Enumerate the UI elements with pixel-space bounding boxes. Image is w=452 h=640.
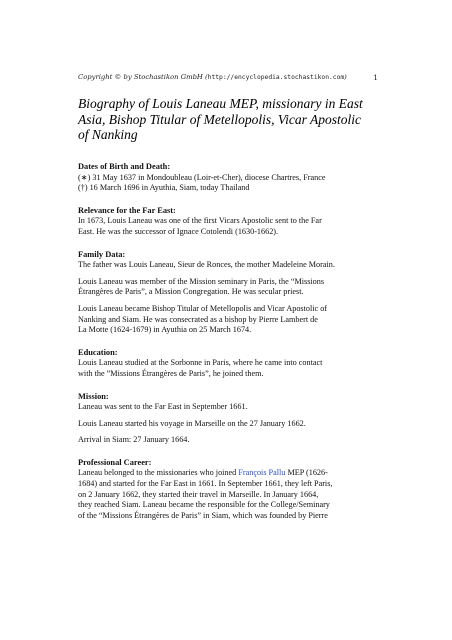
title-line: Asia, Bishop Titular of Metellopolis, Vicar Apostolic (78, 111, 361, 127)
text-line: Laneau was sent to the Far East in September 1661. (78, 402, 248, 412)
page-number: 1 (373, 73, 378, 82)
text-line: Arrival in Siam: 27 January 1664. (78, 435, 190, 445)
career-paragraph (78, 468, 378, 521)
text-line: 1684) and started for the Far East in 1661. In September 1661, they left Paris, (78, 479, 333, 489)
francois-pallu-link[interactable]: François Pallu (238, 468, 286, 478)
text-line: La Motte (1624-1679) in Ayuthia on 25 March 1674. (78, 325, 252, 335)
section-heading-dates: Dates of Birth and Death: (78, 162, 171, 171)
section-heading-relevance: Relevance for the Far East: (78, 205, 176, 215)
title-line: of Nanking (78, 127, 138, 142)
document-body (78, 162, 378, 521)
career-line-suffix: MEP (1626- (285, 468, 328, 478)
family-paragraph-2 (78, 277, 378, 298)
dates-paragraph (78, 173, 378, 194)
title-line: Biography of Louis Laneau MEP, missionary in East (78, 96, 363, 111)
text-line: Étrangères de Paris”, a Mission Congregation. He was secular priest. (78, 287, 304, 297)
text-line: East. He was the successor of Ignace Cotolendi (1630-1662). (78, 226, 279, 236)
text-line: with the ”Missions Étrangères de Paris”, he joined them. (78, 368, 264, 378)
document-title (78, 96, 378, 143)
text-line: Louis Laneau started his voyage in Marseille on the 27 January 1662. (78, 418, 306, 428)
copyright-suffix: ) (344, 73, 347, 81)
text-line: (∗) 31 May 1637 in Mondoubleau (Loir-et-Cher), diocese Chartres, France (78, 172, 326, 182)
text-line: In 1673, Louis Laneau was one of the first Vicars Apostolic sent to the Far (78, 216, 322, 226)
page-header (78, 73, 378, 81)
family-paragraph-1 (78, 260, 378, 271)
text-line: on 2 January 1662, they started their travel in Marseille. In January 1664, (78, 489, 319, 499)
mission-paragraph-1 (78, 402, 378, 413)
education-paragraph (78, 358, 378, 379)
text-line (78, 468, 378, 479)
text-line: they reached Siam. Laneau became the responsible for the College/Seminary (78, 500, 330, 510)
encyclopedia-url-link[interactable]: http://encyclopedia.stochastikon.com (207, 74, 345, 81)
mission-paragraph-3 (78, 435, 378, 446)
relevance-paragraph (78, 216, 378, 237)
section-heading-family: Family Data: (78, 249, 126, 259)
copyright-prefix: Copyright © by Stochastikon GmbH ( (78, 73, 208, 81)
text-line: (†) 16 March 1696 in Ayuthia, Siam, today Thailand (78, 183, 250, 193)
text-line: The father was Louis Laneau, Sieur de Ronces, the mother Madeleine Morain. (78, 260, 335, 270)
section-heading-mission: Mission: (78, 391, 109, 401)
text-line: Louis Laneau was member of the Mission seminary in Paris, the “Missions (78, 276, 325, 286)
text-line: of the “Missions Étrangères de Paris” in Siam, which was founded by Pierre (78, 510, 328, 520)
text-line: Louis Laneau became Bishop Titular of Metellopolis and Vicar Apostolic of (78, 303, 328, 313)
section-heading-education: Education: (78, 347, 118, 357)
section-heading-career: Professional Career: (78, 457, 152, 467)
text-line: Louis Laneau studied at the Sorbonne in Paris, where he came into contact (78, 358, 323, 368)
family-paragraph-3 (78, 304, 378, 336)
mission-paragraph-2 (78, 419, 378, 430)
career-line-prefix: Laneau belonged to the missionaries who joined (78, 468, 239, 478)
text-line: Nanking and Siam. He was consecrated as a bishop by Pierre Lambert de (78, 314, 318, 324)
